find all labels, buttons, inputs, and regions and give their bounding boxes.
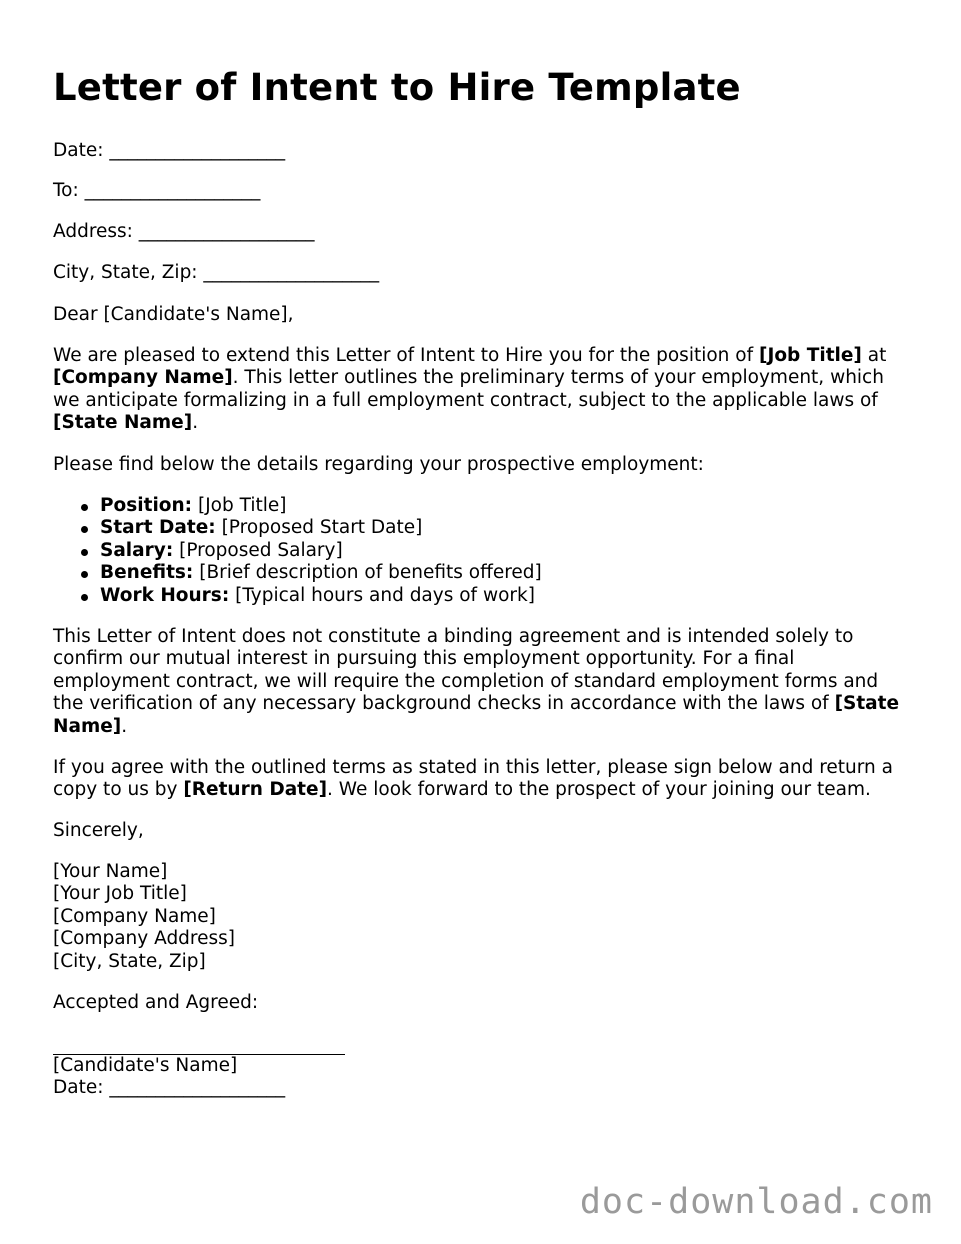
intro-paragraph: We are pleased to extend this Letter of Intent to Hire you for the position of [Job Title] at [Company Name]. This letter outlines the preliminary terms of your employment, which we anticipate formalizing in a full employment contract, subject to the applicable laws of [State Name]. <box>53 345 887 434</box>
city-state-zip-blank: ___________________ <box>203 262 380 283</box>
salutation: Dear [Candidate's Name], <box>53 304 294 325</box>
candidate-block <box>53 1055 913 1100</box>
sender-company: [Company Name] <box>53 905 216 927</box>
details-lead: Please find below the details regarding your prospective employment: <box>53 454 704 475</box>
list-item: Start Date: [Proposed Start Date] <box>53 517 913 539</box>
sender-city-state-zip: [City, State, Zip] <box>53 950 206 972</box>
disclaimer-paragraph: This Letter of Intent does not constitute a binding agreement and is intended solely to confirm our mutual interest in pursuing this employment opportunity. For a final employment contract, we will require the completion of standard employment forms and the verification of any necessary background checks in accordance with the laws of [State Name]. <box>53 626 900 737</box>
list-item: Position: [Job Title] <box>53 495 913 517</box>
city-state-zip-field: City, State, Zip: ___________________ <box>53 262 380 283</box>
list-item: Benefits: [Brief description of benefits offered] <box>53 562 913 584</box>
date-field: Date: ___________________ <box>53 140 286 161</box>
address-blank: ___________________ <box>138 221 315 242</box>
list-item: Salary: [Proposed Salary] <box>53 540 913 562</box>
page-title: Letter of Intent to Hire Template <box>53 66 741 109</box>
list-item: Work Hours: [Typical hours and days of work] <box>53 585 913 607</box>
closing-paragraph: If you agree with the outlined terms as stated in this letter, please sign below and return a copy to us by [Return Date]. We look forward to the prospect of your joining our team. <box>53 757 893 801</box>
sender-company-address: [Company Address] <box>53 928 236 950</box>
accepted-label: Accepted and Agreed: <box>53 992 259 1013</box>
candidate-name: [Candidate's Name] <box>53 1055 238 1076</box>
date-blank: ___________________ <box>109 140 286 161</box>
details-list <box>53 495 913 607</box>
sender-block <box>53 861 913 973</box>
to-blank: ___________________ <box>84 180 261 201</box>
sender-job-title: [Your Job Title] <box>53 883 187 905</box>
to-field: To: ___________________ <box>53 180 261 201</box>
signoff: Sincerely, <box>53 820 144 841</box>
sender-name: [Your Name] <box>53 861 168 882</box>
watermark: doc-download.com <box>579 1182 933 1222</box>
candidate-date-field: Date: ___________________ <box>53 1077 286 1099</box>
address-field: Address: ___________________ <box>53 221 315 242</box>
